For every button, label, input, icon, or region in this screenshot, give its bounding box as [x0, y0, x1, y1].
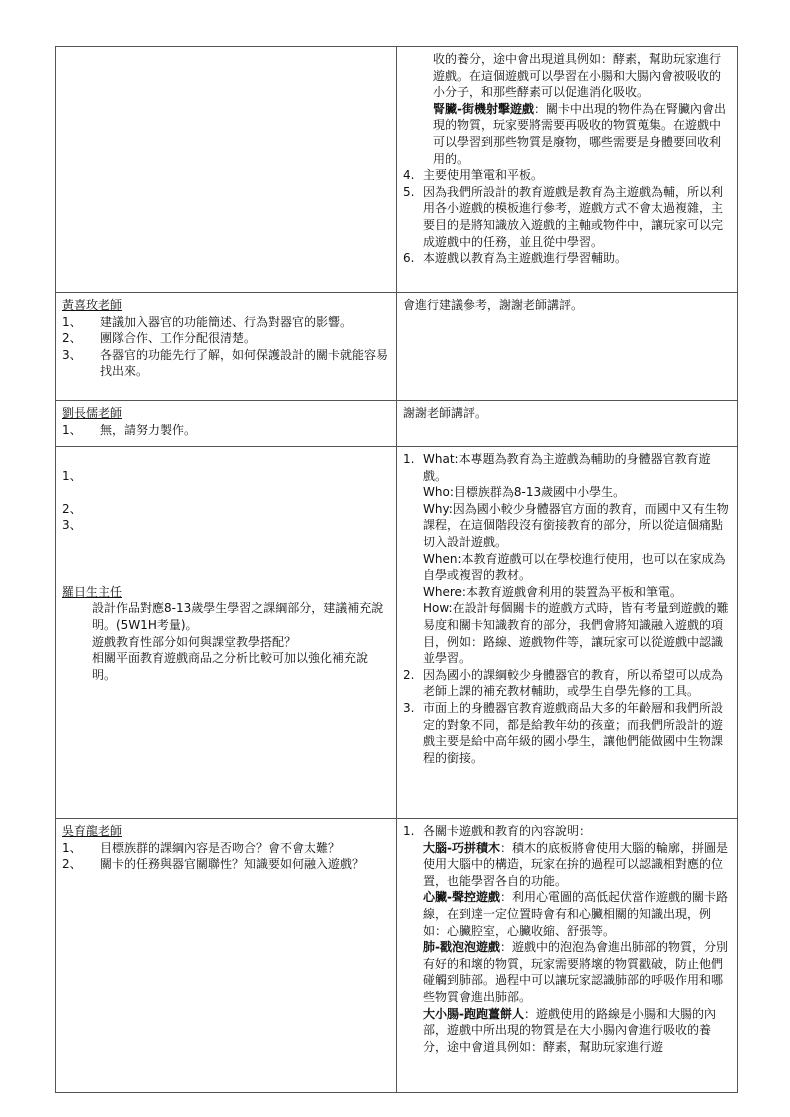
- game-title: 腎臟-街機射擊遊戲: [433, 101, 534, 116]
- list-number: 1、: [62, 468, 82, 483]
- reviewer-name: 羅日生主任: [62, 584, 123, 599]
- game-item: 肺-戳泡泡遊戲：遊戲中的泡泡為會進出肺部的物質，分別有好的和壞的物質，玩家需要將壞的物質戳破，防止他們碰觸到肺部。過程中可以讓玩家認識肺部的呼吸作用和哪些物質會進出肺部。: [423, 940, 728, 1004]
- comment-text: 相關平面教育遊戲商品之分析比較可加以強化補充說明。: [92, 651, 369, 682]
- list-item: 5. 因為我們所設計的教育遊戲是教育為主遊戲為輔，所以利用各小遊戲的模板進行參考，遊戲方式不會太過複雜，主要目的是將知識放入遊戲的主軸或物件中，讓玩家可以完成遊戲中的任務，並且從中學習。: [403, 184, 724, 249]
- table-row: [56, 447, 738, 819]
- comment-cell: [56, 47, 397, 293]
- review-table: [55, 46, 738, 1093]
- list-number: 2、: [62, 501, 82, 516]
- list-item: 6. 本遊戲以教育為主遊戲進行學習輔助。: [403, 251, 628, 266]
- reply-cell: [397, 447, 738, 819]
- comment-cell: [56, 293, 397, 401]
- reply-list: [403, 451, 731, 766]
- list-item: 4. 主要使用筆電和平板。: [403, 168, 544, 183]
- reply-cell: [397, 293, 738, 401]
- list-item: 1. What:本專題為教育為主遊戲為輔助的身體器官教育遊戲。 Who:目標族群為8-13歲國中小學生。 Why:因為國小較少身體器官方面的教育，而國中又有生物課程，在這個階段沒有銜接教育的部分，所以從這個痛點切入設計遊戲。 When:本教育遊戲可以在學校進行使用，也可以在家成為自學或複習的教材。 Where:本教育遊戲會利用的裝置為平板和筆電。 How:在設計每個關卡的遊戲方式時，皆有考量到遊戲的難易度和關卡知識教育的部分，我們會將知識融入遊戲的項目，例如：路線、遊戲物件等，讓玩家可以從遊戲中認識並學習。: [403, 452, 729, 666]
- list-item: 1、 目標族群的課綱內容是否吻合？會不會太難？: [62, 840, 341, 855]
- game-item: 大小腸-跑跑薑餅人：遊戲使用的路線是小腸和大腸的內部，遊戲中所出現的物質是在大小腸內會進行吸收的養分，途中會道具例如：酵素，幫助玩家進行遊: [423, 1006, 716, 1054]
- table-row: [56, 293, 738, 401]
- reply-text: 謝謝老師講評。: [403, 406, 488, 420]
- reviewer-name: 黃喜玫老師: [62, 298, 123, 312]
- reply-text: 會進行建議參考，謝謝老師講評。: [403, 298, 584, 312]
- reviewer-name: 劉長儒老師: [62, 406, 123, 420]
- list-number: 3、: [62, 518, 82, 533]
- comment-cell: [56, 819, 397, 1093]
- game-item: 大腦-巧拼積木：積木的底板將會使用大腦的輪廓，拼圖是使用大腦中的構造，玩家在拚的過程可以認識相對應的位置，也能學習各自的功能。: [423, 840, 728, 888]
- comment-text: 遊戲教育性部分如何與課堂教學搭配？: [92, 634, 297, 649]
- reviewer-name: 吳育龍老師: [62, 824, 123, 838]
- comment-cell: [56, 447, 397, 819]
- reply-text: [403, 101, 731, 167]
- reply-cell: [397, 819, 738, 1093]
- reply-cell: [397, 47, 738, 293]
- comment-cell: [56, 401, 397, 447]
- table-row: [56, 47, 738, 293]
- list-item: 3. 市面上的身體器官教育遊戲商品大多的年齡層和我們所設定的對象不同，都是給教年幼的孩童；而我們所設計的遊戲主要是給中高年級的國小學生，讓他們能做國中生物課程的銜接。: [403, 700, 724, 765]
- list-item: 3、 各器官的功能先行了解，如何保護設計的關卡就能容易找出來。: [62, 347, 389, 379]
- reply-list: [403, 167, 731, 267]
- list-item: 2. 因為國小的課綱較少身體器官的教育，所以希望可以成為老師上課的補充教材輔助，或學生自學先修的工具。: [403, 667, 724, 699]
- game-text: ：關卡中出現的物件為在腎臟內會出現的物質，玩家要將需要再吸收的物質蒐集。在遊戲中可以學習到那些物質是廢物，哪些需要是身體要回收利用的。: [433, 101, 726, 166]
- game-item: 心臟-聲控遊戲：利用心電圖的高低起伏當作遊戲的關卡路線，在到達一定位置時會有和心臟相關的知識出現，例如：心臟腔室，心臟收縮、舒張等。: [423, 890, 728, 938]
- list-item: 2、 關卡的任務與器官關聯性？知識要如何融入遊戲？: [62, 857, 365, 872]
- list-item: 2、 團隊合作、工作分配很清楚。: [62, 331, 257, 346]
- list-item: 1、 無，請努力製作。: [62, 422, 197, 437]
- comment-text: 設計作品對應8-13歲學生學習之課綱部分，建議補充說明。(5W1H考量)。: [92, 601, 384, 632]
- list-item: 1. 各關卡遊戲和教育的內容說明： 大腦-巧拼積木：積木的底板將會使用大腦的輪廓，拼圖是使用大腦中的構造，玩家在拚的過程可以認識相對應的位置，也能學習各自的功能。 心臟-聲控遊戲：利用心電圖的高低起伏當作遊戲的關卡路線，在到達一定位置時會有和心臟相關的知識出現，例如：心臟腔室，心臟收縮、舒張等。 肺-戳泡泡遊戲：遊戲中的泡泡為會進出肺部的物質，分別有好的和壞的物質，玩家需要將壞的物質戳破，防止他們碰觸到肺部。過程中可以讓玩家認識肺部的呼吸作用和哪些物質會進出肺部。 大小腸-跑跑薑餅人：遊戲使用的路線是小腸和大腸的內部，遊戲中所出現的物質是在大小腸內會進行吸收的養分，途中會道具例如：酵素，幫助玩家進行遊: [403, 823, 731, 1055]
- table-row: [56, 819, 738, 1093]
- table-row: [56, 401, 738, 447]
- reply-cell: [397, 401, 738, 447]
- list-item: 1、 建議加入器官的功能簡述、行為對器官的影響。: [62, 314, 353, 329]
- reply-list: [403, 823, 731, 1055]
- reply-text: 收的養分，途中會出現道具例如：酵素，幫助玩家進行遊戲。在這個遊戲可以學習在小腸和大腸內會被吸收的小分子，和那些酵素可以促進消化吸收。: [433, 52, 722, 100]
